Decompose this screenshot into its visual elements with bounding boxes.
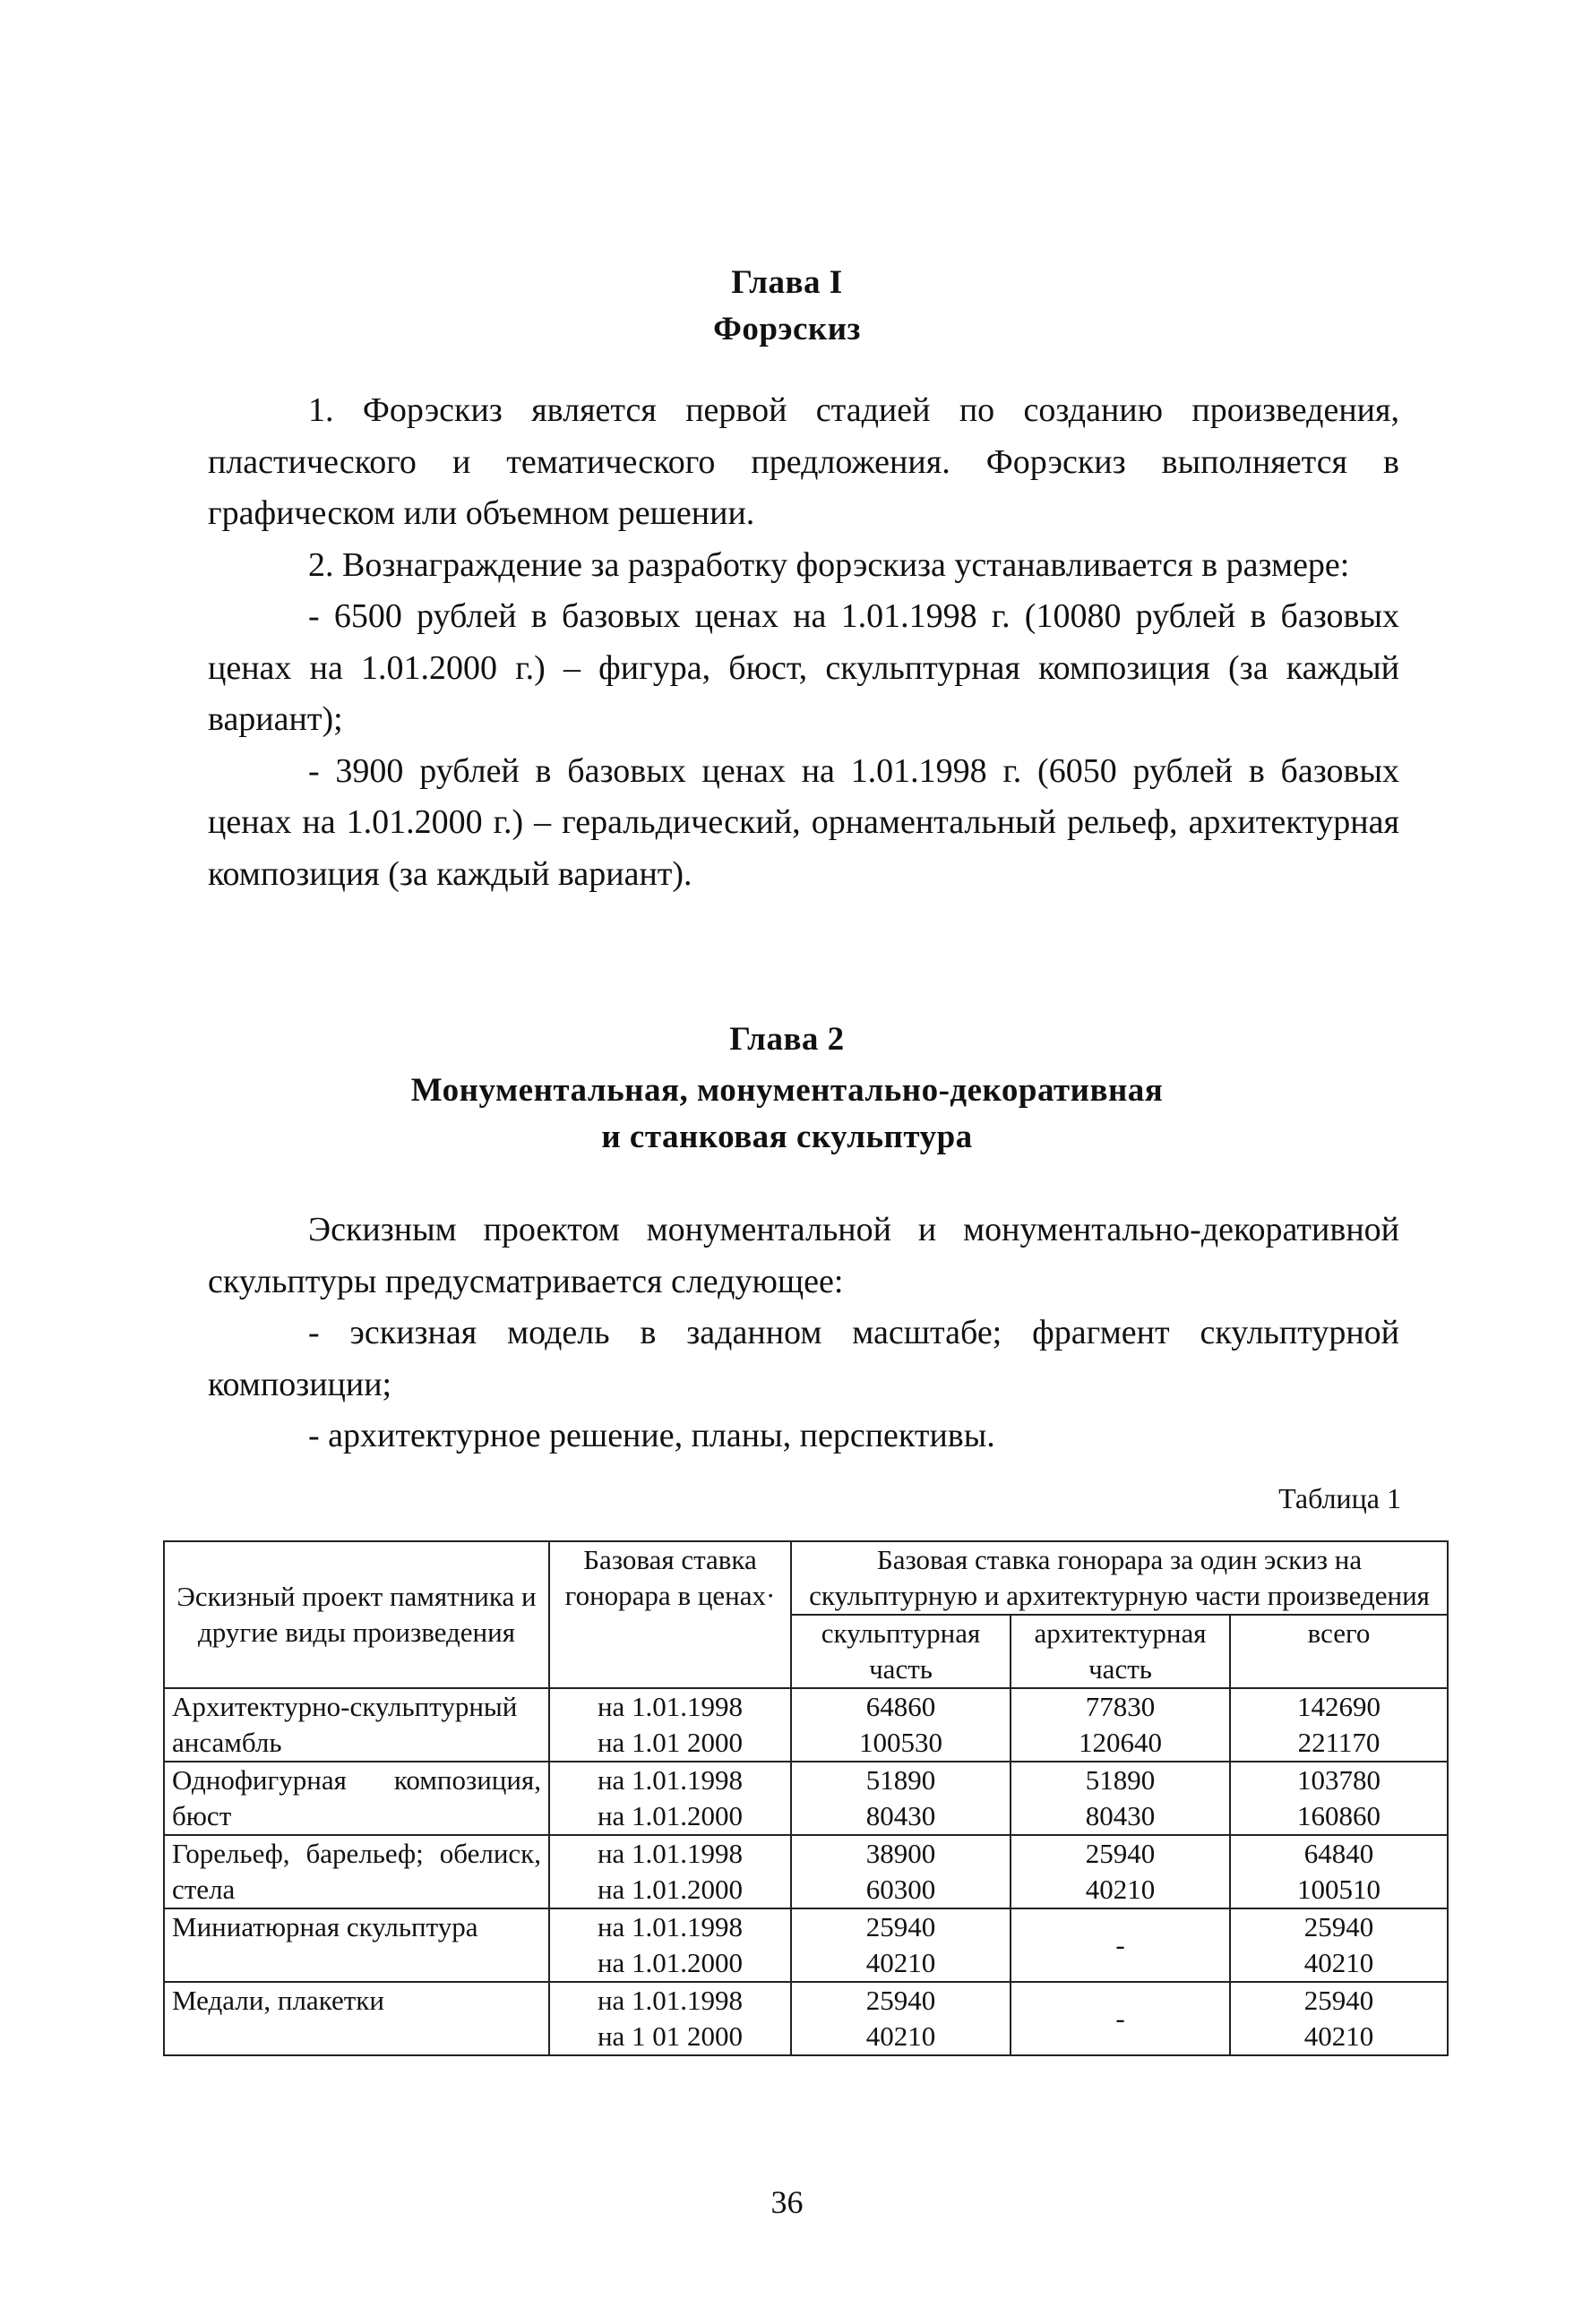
row-dates: на 1.01.1998 на 1.01.2000 — [549, 1908, 791, 1982]
row-dates: на 1.01.1998 на 1 01 2000 — [549, 1982, 791, 2055]
row-total: 25940 40210 — [1230, 1908, 1448, 1982]
chapter1-body — [208, 385, 1399, 900]
chapter1-heading: Глава I — [731, 264, 843, 301]
row-name: Однофигурная композиция, бюст — [164, 1762, 549, 1835]
row-sculpt: 38900 60300 — [791, 1835, 1011, 1908]
paragraph: 2. Вознаграждение за разработку форэскиза устанавливается в размере: — [308, 545, 1350, 584]
chapter2-heading: Глава 2 — [729, 1021, 845, 1058]
paragraph: - 6500 рублей в базовых ценах на 1.01.1998 г. (10080 рублей в базовых ценах на 1.01.2000 г.) – фигура, бюст, скульптурная композиция (за каждый вариант); — [208, 597, 1399, 738]
header-total: всего — [1230, 1615, 1448, 1688]
row-total: 142690 221170 — [1230, 1688, 1448, 1762]
row-arch: - — [1011, 1908, 1230, 1982]
fee-table — [163, 1540, 1449, 2056]
chapter2-body — [208, 1205, 1399, 1462]
row-dates: на 1.01.1998 на 1.01.2000 — [549, 1762, 791, 1835]
chapter2-title-line1: Монументальная, монументально-декоративная — [410, 1072, 1164, 1109]
row-sculpt: 64860 100530 — [791, 1688, 1011, 1762]
chapter1-title: Форэскиз — [713, 311, 861, 347]
row-name: Миниатюрная скульптура — [164, 1908, 549, 1982]
row-arch: 77830 120640 — [1011, 1688, 1230, 1762]
table-row — [164, 1762, 1448, 1835]
header-project: Эскизный проект памятника и другие виды произведения — [164, 1541, 549, 1688]
row-arch: - — [1011, 1982, 1230, 2055]
header-arch: архитектурная часть — [1011, 1615, 1230, 1688]
row-name: Архитектурно-скульптурный ансамбль — [164, 1688, 549, 1762]
row-dates: на 1.01.1998 на 1.01.2000 — [549, 1835, 791, 1908]
table-row — [164, 1908, 1448, 1982]
row-arch: 25940 40210 — [1011, 1835, 1230, 1908]
row-total: 25940 40210 — [1230, 1982, 1448, 2055]
table-row — [164, 1835, 1448, 1908]
header-group: Базовая ставка гонорара за один эскиз на скульптурную и архитектурную части произведения — [791, 1541, 1448, 1615]
table-row — [164, 1688, 1448, 1762]
row-sculpt: 51890 80430 — [791, 1762, 1011, 1835]
paragraph: 1. Форэскиз является первой стадией по созданию произведения, пластического и тематического предложения. Форэскиз выполняется в графическом или объемном решении. — [208, 391, 1399, 532]
row-sculpt: 25940 40210 — [791, 1908, 1011, 1982]
page-number: 36 — [770, 2184, 804, 2220]
row-name: Горельеф, барельеф; обелиск, стела — [164, 1835, 549, 1908]
row-name: Медали, плакетки — [164, 1982, 549, 2055]
paragraph: Эскизным проектом монументальной и монументально-декоративной скульптуры предусматривается следующее: — [208, 1211, 1399, 1300]
row-dates: на 1.01.1998 на 1.01 2000 — [549, 1688, 791, 1762]
row-total: 103780 160860 — [1230, 1762, 1448, 1835]
paragraph: - архитектурное решение, планы, перспективы. — [308, 1417, 995, 1454]
row-total: 64840 100510 — [1230, 1835, 1448, 1908]
paragraph: - 3900 рублей в базовых ценах на 1.01.1998 г. (6050 рублей в базовых ценах на 1.01.2000 г.) – геральдический, орнаментальный рельеф, архитектурная композиция (за каждый вариант). — [208, 751, 1399, 893]
table-caption: Таблица 1 — [1278, 1482, 1401, 1514]
header-base-rate: Базовая ставка гонорара в ценах· — [549, 1541, 791, 1688]
row-sculpt: 25940 40210 — [791, 1982, 1011, 2055]
paragraph: - эскизная модель в заданном масштабе; фрагмент скульптурной композиции; — [208, 1314, 1399, 1403]
table-row — [164, 1982, 1448, 2055]
row-arch: 51890 80430 — [1011, 1762, 1230, 1835]
header-sculpt: скульптурная часть — [791, 1615, 1011, 1688]
chapter2-title-line2: и станковая скульптура — [601, 1119, 973, 1155]
